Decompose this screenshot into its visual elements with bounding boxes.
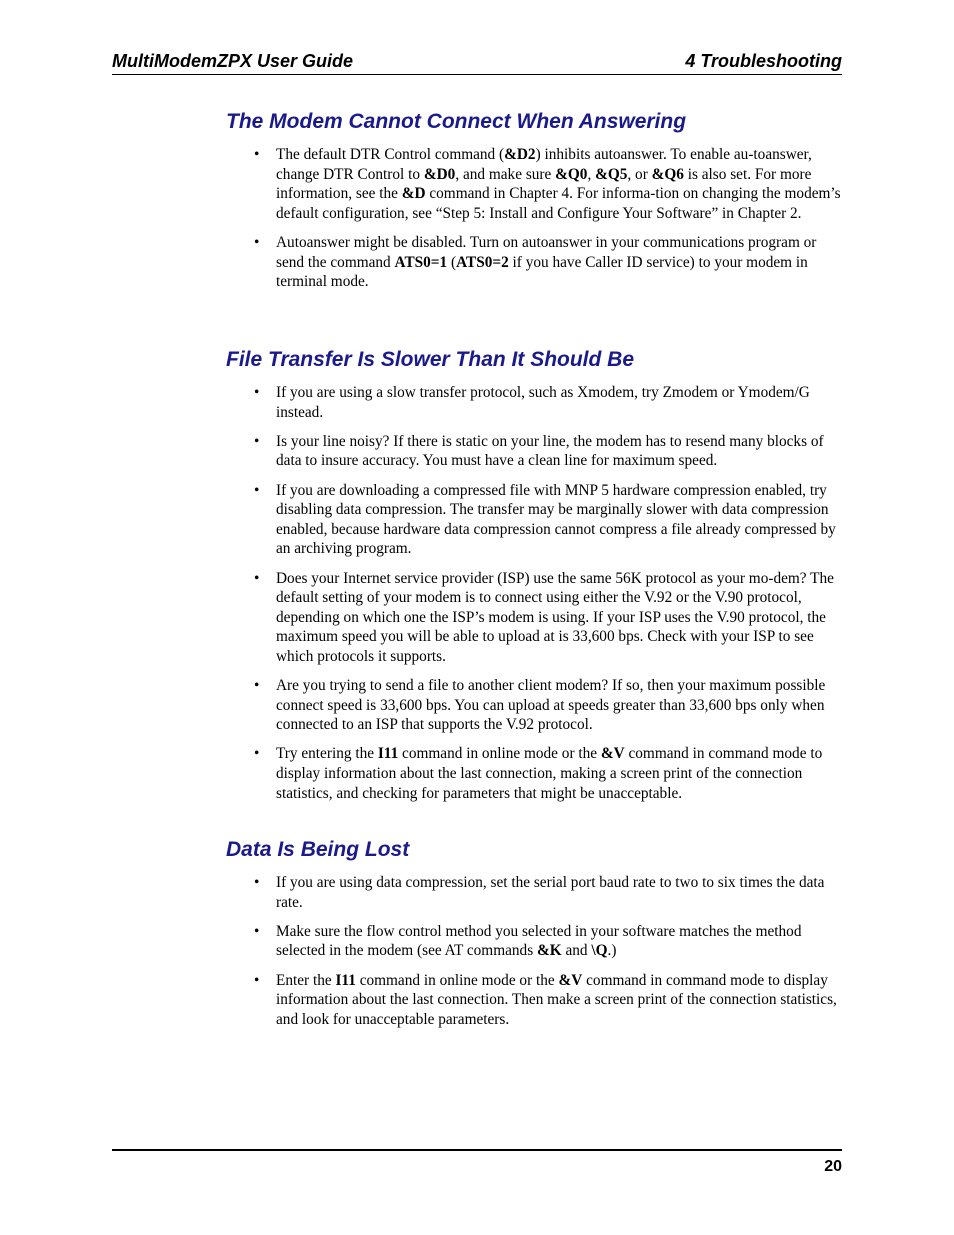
bullet-icon: • [254, 922, 260, 940]
bullet-icon: • [254, 874, 260, 891]
list-item: • The default DTR Control command (&D2) inhibits autoanswer. To enable au-toanswer, change DTR Control to &D0, and make sure &Q0, &Q5, or &Q6 is also set. For more information, see the &D command in Chapter 4. For informa-tion on changing the modem’s default configuration, see “Step 5: Install and Configure Your Software” in Chapter 2. [254, 146, 841, 222]
running-header-title: MultiModemZPX User Guide [112, 51, 354, 71]
list-item: • Does your Internet service provider (ISP) use the same 56K protocol as your mo-dem? The default setting of your modem is to connect using either the V.92 or the V.90 protocol, depending on which one the ISP’s modem is using. If your ISP uses the V.90 protocol, the maximum speed you will be able to upload at is 33,600 bps. Check with your ISP to see which protocols it supports. [254, 569, 834, 665]
bullet-icon: • [254, 384, 260, 401]
section-heading: The Modem Cannot Connect When Answering [226, 110, 687, 133]
bullet-icon: • [254, 569, 260, 587]
bullet-icon: • [254, 432, 260, 450]
bullet-list [254, 873, 842, 1039]
section-heading: File Transfer Is Slower Than It Should Be [226, 348, 635, 371]
bullet-icon: • [254, 481, 260, 499]
section-heading: Data Is Being Lost [226, 838, 410, 861]
list-item: • Are you trying to send a file to another client modem? If so, then your maximum possible connect speed is 33,600 bps. You can upload at speeds greater than 33,600 bps only when connected to an ISP that supports the V.92 protocol. [254, 677, 826, 734]
list-item: • If you are using a slow transfer protocol, such as Xmodem, try Zmodem or Ymodem/G instead. [254, 384, 810, 421]
bullet-icon: • [254, 677, 260, 695]
bullet-icon: • [254, 971, 260, 989]
list-item: • Autoanswer might be disabled. Turn on autoanswer in your communications program or send the command ATS0=1 (ATS0=2 if you have Caller ID service) to your modem in terminal mode. [254, 233, 817, 291]
bullet-list [254, 383, 842, 813]
list-item: • Is your line noisy? If there is static on your line, the modem has to resend many blocks of data to insure accuracy. You must have a clean line for maximum speed. [254, 432, 824, 470]
list-item: • Enter the I11 command in online mode or the &V command in command mode to display information about the last connection. Then make a screen print of the connection statistics, and look for unacceptable parameters. [254, 971, 837, 1028]
list-item: • If you are using data compression, set the serial port baud rate to two to six times the data rate. [254, 874, 825, 911]
footer-rule [112, 1149, 842, 1151]
bullet-icon: • [254, 233, 260, 251]
list-item: • If you are downloading a compressed file with MNP 5 hardware compression enabled, try disabling data compression. The transfer may be marginally slower with data compression enabled, because hardware data compression cannot compress a file already compressed by an archiving program. [254, 481, 836, 558]
bullet-list [254, 145, 842, 301]
page-number: 20 [824, 1158, 842, 1175]
header-rule [112, 74, 842, 75]
running-header-chapter: 4 Troubleshooting [685, 51, 842, 71]
list-item: • Make sure the flow control method you selected in your software matches the method selected in the modem (see AT commands &K and \Q.) [254, 922, 802, 960]
bullet-icon: • [254, 146, 260, 163]
bullet-icon: • [254, 745, 260, 763]
list-item: • Try entering the I11 command in online mode or the &V command in command mode to display information about the last connection, making a screen print of the connection statistics, and checking for parameters that might be unacceptable. [254, 745, 823, 802]
